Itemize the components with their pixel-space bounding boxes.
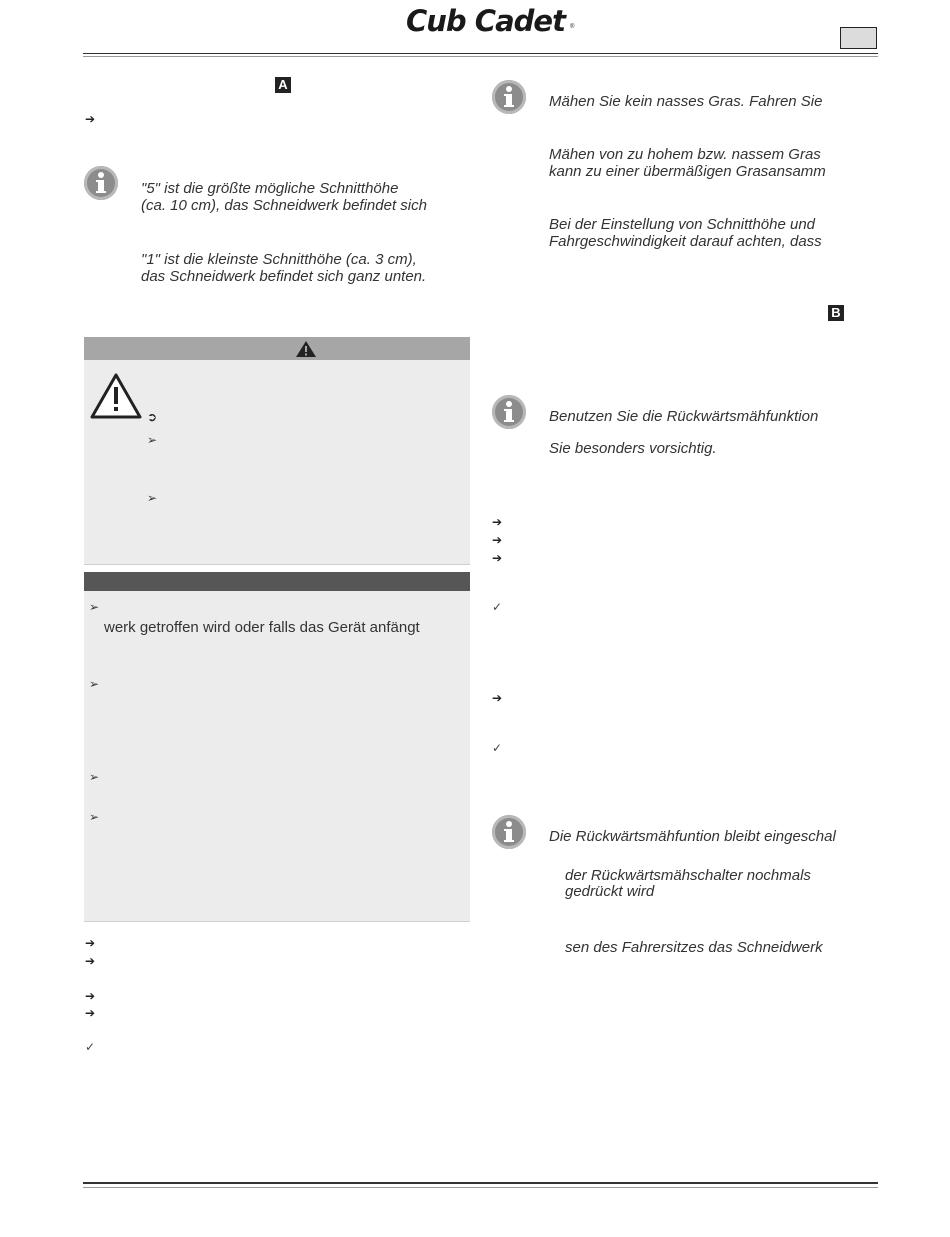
arrow-icon: ➔ <box>492 533 503 547</box>
danger-panel-header <box>84 572 470 591</box>
panel-divider <box>84 921 470 922</box>
note-text: kann zu einer übermäßigen Grasansamm <box>549 163 826 180</box>
check-icon: ✓ <box>85 1040 96 1054</box>
warning-panel-header <box>84 337 470 360</box>
chevron-bullet-icon: ➢ <box>89 677 100 691</box>
figure-label-b: B <box>828 305 844 321</box>
arrow-icon: ➔ <box>85 936 96 950</box>
info-icon <box>492 815 526 849</box>
footer-rule-2 <box>83 1187 878 1188</box>
note-text: "5" ist die größte mögliche Schnitthöhe <box>141 180 399 197</box>
footer-rule <box>83 1182 878 1184</box>
danger-text: werk getroffen wird oder falls das Gerät anfängt <box>104 619 420 636</box>
note-text: der Rückwärtsmähschalter nochmals <box>565 867 811 884</box>
note-text: Sie besonders vorsichtig. <box>549 440 717 457</box>
chevron-bullet-icon: ➢ <box>147 491 158 505</box>
arrow-icon: ➔ <box>492 515 503 529</box>
warning-triangle-icon <box>90 373 142 419</box>
header-rule-2 <box>83 56 878 57</box>
registered-mark: ® <box>570 24 575 30</box>
page-number-box <box>840 27 877 49</box>
note-text: das Schneidwerk befindet sich ganz unten. <box>141 268 427 285</box>
chevron-bullet-icon: ➢ <box>147 433 158 447</box>
arrow-icon: ➔ <box>492 551 503 565</box>
arrow-icon: ➔ <box>85 112 96 126</box>
info-icon <box>492 80 526 114</box>
note-text: (ca. 10 cm), das Schneidwerk befindet sich <box>141 197 427 214</box>
note-text: gedrückt wird <box>565 883 655 900</box>
info-icon <box>492 395 526 429</box>
note-text: Mähen von zu hohem bzw. nassem Gras <box>549 146 821 163</box>
arrow-icon: ➔ <box>492 691 503 705</box>
chevron-bullet-icon: ➢ <box>89 810 100 824</box>
figure-label-a: A <box>275 77 291 93</box>
warning-panel-body <box>84 360 470 564</box>
chevron-bullet-icon: ➢ <box>89 600 100 614</box>
brand-logo: Cub Cadet <box>406 4 565 38</box>
check-icon: ✓ <box>492 741 503 755</box>
header-rule <box>83 53 878 54</box>
panel-divider <box>84 564 470 565</box>
arrow-icon: ➔ <box>85 954 96 968</box>
note-text: Die Rückwärtsmähfuntion bleibt eingeschal <box>549 828 836 845</box>
chevron-bullet-icon: ➢ <box>89 770 100 784</box>
note-text: Bei der Einstellung von Schnitthöhe und <box>549 216 816 233</box>
note-text: Mähen Sie kein nasses Gras. Fahren Sie <box>549 93 823 110</box>
arrow-icon: ➔ <box>85 1006 96 1020</box>
note-text: Benutzen Sie die Rückwärtsmähfunktion <box>549 408 819 425</box>
circle-arrow-icon: ➲ <box>147 410 158 424</box>
note-text: "1" ist die kleinste Schnitthöhe (ca. 3 cm), <box>141 251 417 268</box>
danger-panel-body <box>84 591 470 921</box>
info-icon <box>84 166 118 200</box>
check-icon: ✓ <box>492 600 503 614</box>
note-text: sen des Fahrersitzes das Schneidwerk <box>565 939 823 956</box>
warning-triangle-icon <box>295 340 317 358</box>
arrow-icon: ➔ <box>85 989 96 1003</box>
note-text: Fahrgeschwindigkeit darauf achten, dass <box>549 233 822 250</box>
